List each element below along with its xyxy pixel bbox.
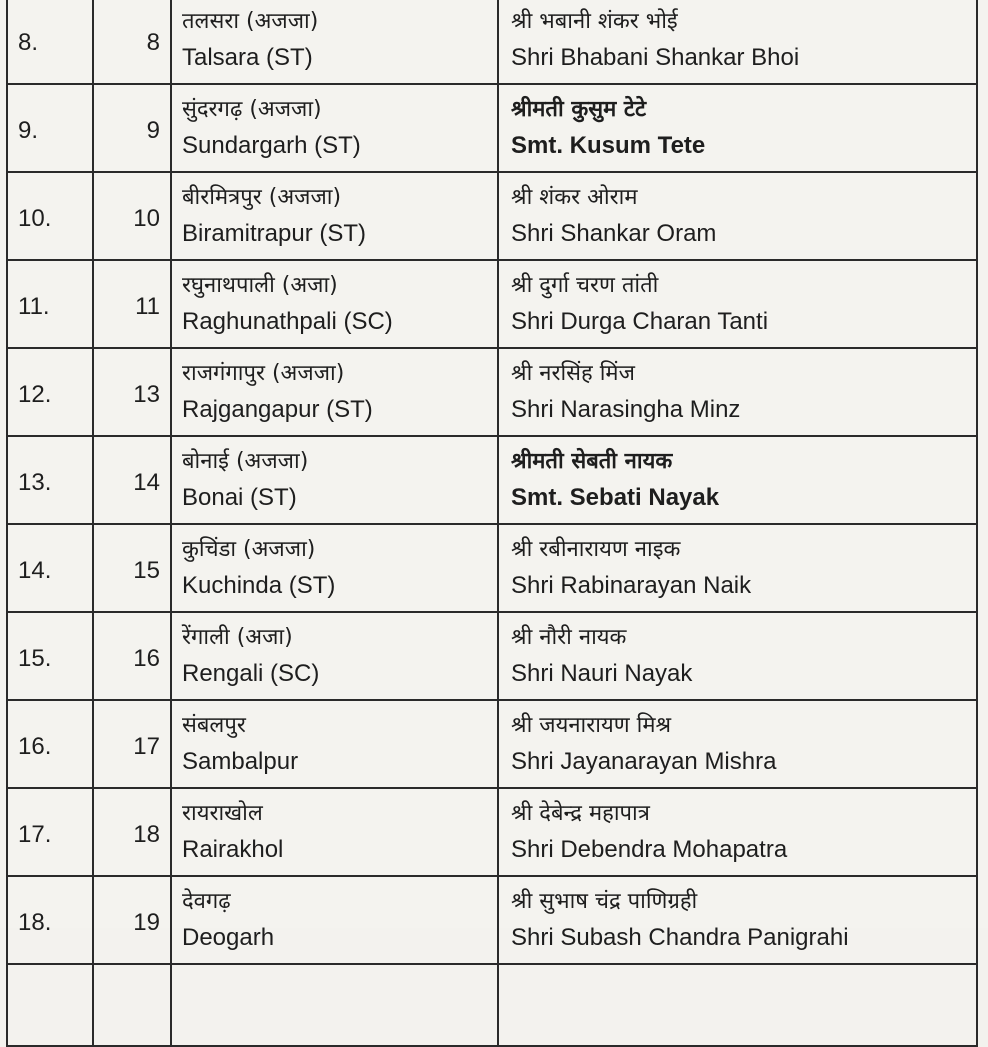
constituency-name-english: Sundargarh (ST) (182, 132, 361, 159)
candidate-cell (498, 260, 977, 348)
constituency-number: 14 (93, 436, 171, 524)
serial-number: 12. (7, 348, 93, 436)
constituency-name-hindi: देवगढ़ (182, 889, 231, 914)
constituency-cell (171, 524, 498, 612)
candidate-name-hindi: श्री देबेन्द्र महापात्र (511, 801, 650, 826)
constituency-name-english: Sambalpur (182, 748, 299, 775)
candidate-name-english: Shri Durga Charan Tanti (511, 308, 769, 335)
table-row-partial (7, 964, 977, 1046)
candidate-cell (498, 876, 977, 964)
candidate-cell (498, 524, 977, 612)
candidate-name-hindi: श्रीमती सेबती नायक (511, 449, 673, 474)
constituency-cell (171, 876, 498, 964)
constituency-cell (171, 612, 498, 700)
candidate-name-english: Shri Nauri Nayak (511, 660, 693, 687)
constituency-name-hindi: रेंगाली (अजा) (182, 625, 293, 650)
constituency-name-english: Bonai (ST) (182, 484, 297, 511)
constituency-number: 11 (93, 260, 171, 348)
serial-number: 17. (7, 788, 93, 876)
constituency-name-hindi: बीरमित्रपुर (अजजा) (182, 185, 342, 210)
constituency-number: 17 (93, 700, 171, 788)
constituency-name-hindi: कुचिंडा (अजजा) (182, 537, 316, 562)
constituency-number: 19 (93, 876, 171, 964)
constituency-name-english: Talsara (ST) (182, 44, 313, 71)
empty-cell (93, 964, 171, 1046)
candidate-name-hindi: श्री भबानी शंकर भोई (511, 9, 678, 34)
serial-number: 9. (7, 84, 93, 172)
constituency-number: 8 (93, 0, 171, 84)
candidate-name-hindi: श्री नौरी नायक (511, 625, 627, 650)
table-row (7, 876, 977, 964)
constituency-name-english: Rairakhol (182, 836, 284, 863)
candidate-name-english: Smt. Kusum Tete (511, 132, 706, 159)
constituency-cell (171, 84, 498, 172)
constituency-cell (171, 0, 498, 84)
table-row (7, 788, 977, 876)
constituency-name-english: Deogarh (182, 924, 275, 951)
constituency-cell (171, 700, 498, 788)
constituency-name-english: Raghunathpali (SC) (182, 308, 393, 335)
constituency-number: 18 (93, 788, 171, 876)
candidate-cell (498, 84, 977, 172)
table-row (7, 612, 977, 700)
constituency-name-hindi: सुंदरगढ़ (अजजा) (182, 97, 322, 122)
candidate-cell (498, 788, 977, 876)
candidate-cell (498, 0, 977, 84)
candidate-cell (498, 348, 977, 436)
candidate-name-hindi: श्री जयनारायण मिश्र (511, 713, 672, 738)
table-row (7, 260, 977, 348)
candidate-cell (498, 612, 977, 700)
candidate-cell (498, 172, 977, 260)
candidate-name-english: Shri Narasingha Minz (511, 396, 741, 423)
candidate-name-hindi: श्री दुर्गा चरण तांती (511, 273, 659, 298)
empty-cell (171, 964, 498, 1046)
constituency-cell (171, 260, 498, 348)
constituency-cell (171, 172, 498, 260)
constituency-name-english: Rajgangapur (ST) (182, 396, 373, 423)
constituency-name-english: Biramitrapur (ST) (182, 220, 367, 247)
constituency-cell (171, 348, 498, 436)
candidate-name-english: Smt. Sebati Nayak (511, 484, 720, 511)
serial-number: 15. (7, 612, 93, 700)
constituency-name-hindi: रघुनाथपाली (अजा) (182, 273, 338, 298)
candidate-cell (498, 436, 977, 524)
candidate-name-english: Shri Jayanarayan Mishra (511, 748, 777, 775)
empty-cell (498, 964, 977, 1046)
candidate-name-english: Shri Rabinarayan Naik (511, 572, 752, 599)
constituency-number: 13 (93, 348, 171, 436)
constituency-number: 16 (93, 612, 171, 700)
table-row (7, 0, 977, 84)
serial-number: 16. (7, 700, 93, 788)
serial-number: 10. (7, 172, 93, 260)
constituency-name-hindi: रायराखोल (182, 801, 263, 826)
empty-cell (7, 964, 93, 1046)
candidate-cell (498, 700, 977, 788)
serial-number: 14. (7, 524, 93, 612)
table-row (7, 700, 977, 788)
constituency-number: 15 (93, 524, 171, 612)
serial-number: 18. (7, 876, 93, 964)
constituency-name-hindi: बोनाई (अजजा) (182, 449, 309, 474)
serial-number: 11. (7, 260, 93, 348)
constituency-number: 10 (93, 172, 171, 260)
constituency-name-hindi: संबलपुर (182, 713, 246, 738)
constituency-name-hindi: तलसरा (अजजा) (182, 9, 319, 34)
serial-number: 13. (7, 436, 93, 524)
constituency-name-english: Rengali (SC) (182, 660, 320, 687)
candidate-name-english: Shri Bhabani Shankar Bhoi (511, 44, 800, 71)
candidate-name-hindi: श्री सुभाष चंद्र पाणिग्रही (511, 889, 698, 914)
table-row (7, 348, 977, 436)
constituency-name-english: Kuchinda (ST) (182, 572, 336, 599)
constituency-name-hindi: राजगंगापुर (अजजा) (182, 361, 345, 386)
candidate-list-table (6, 0, 978, 1047)
candidate-name-english: Shri Debendra Mohapatra (511, 836, 788, 863)
table-row (7, 436, 977, 524)
constituency-cell (171, 436, 498, 524)
constituency-cell (171, 788, 498, 876)
constituency-number: 9 (93, 84, 171, 172)
table-row (7, 84, 977, 172)
table-row (7, 172, 977, 260)
candidate-name-hindi: श्री नरसिंह मिंज (511, 361, 635, 386)
candidate-name-hindi: श्री शंकर ओराम (511, 185, 638, 210)
serial-number: 8. (7, 0, 93, 84)
candidate-name-hindi: श्रीमती कुसुम टेटे (511, 97, 647, 122)
candidate-name-english: Shri Subash Chandra Panigrahi (511, 924, 849, 951)
candidate-name-hindi: श्री रबीनारायण नाइक (511, 537, 681, 562)
table-row (7, 524, 977, 612)
candidate-name-english: Shri Shankar Oram (511, 220, 717, 247)
